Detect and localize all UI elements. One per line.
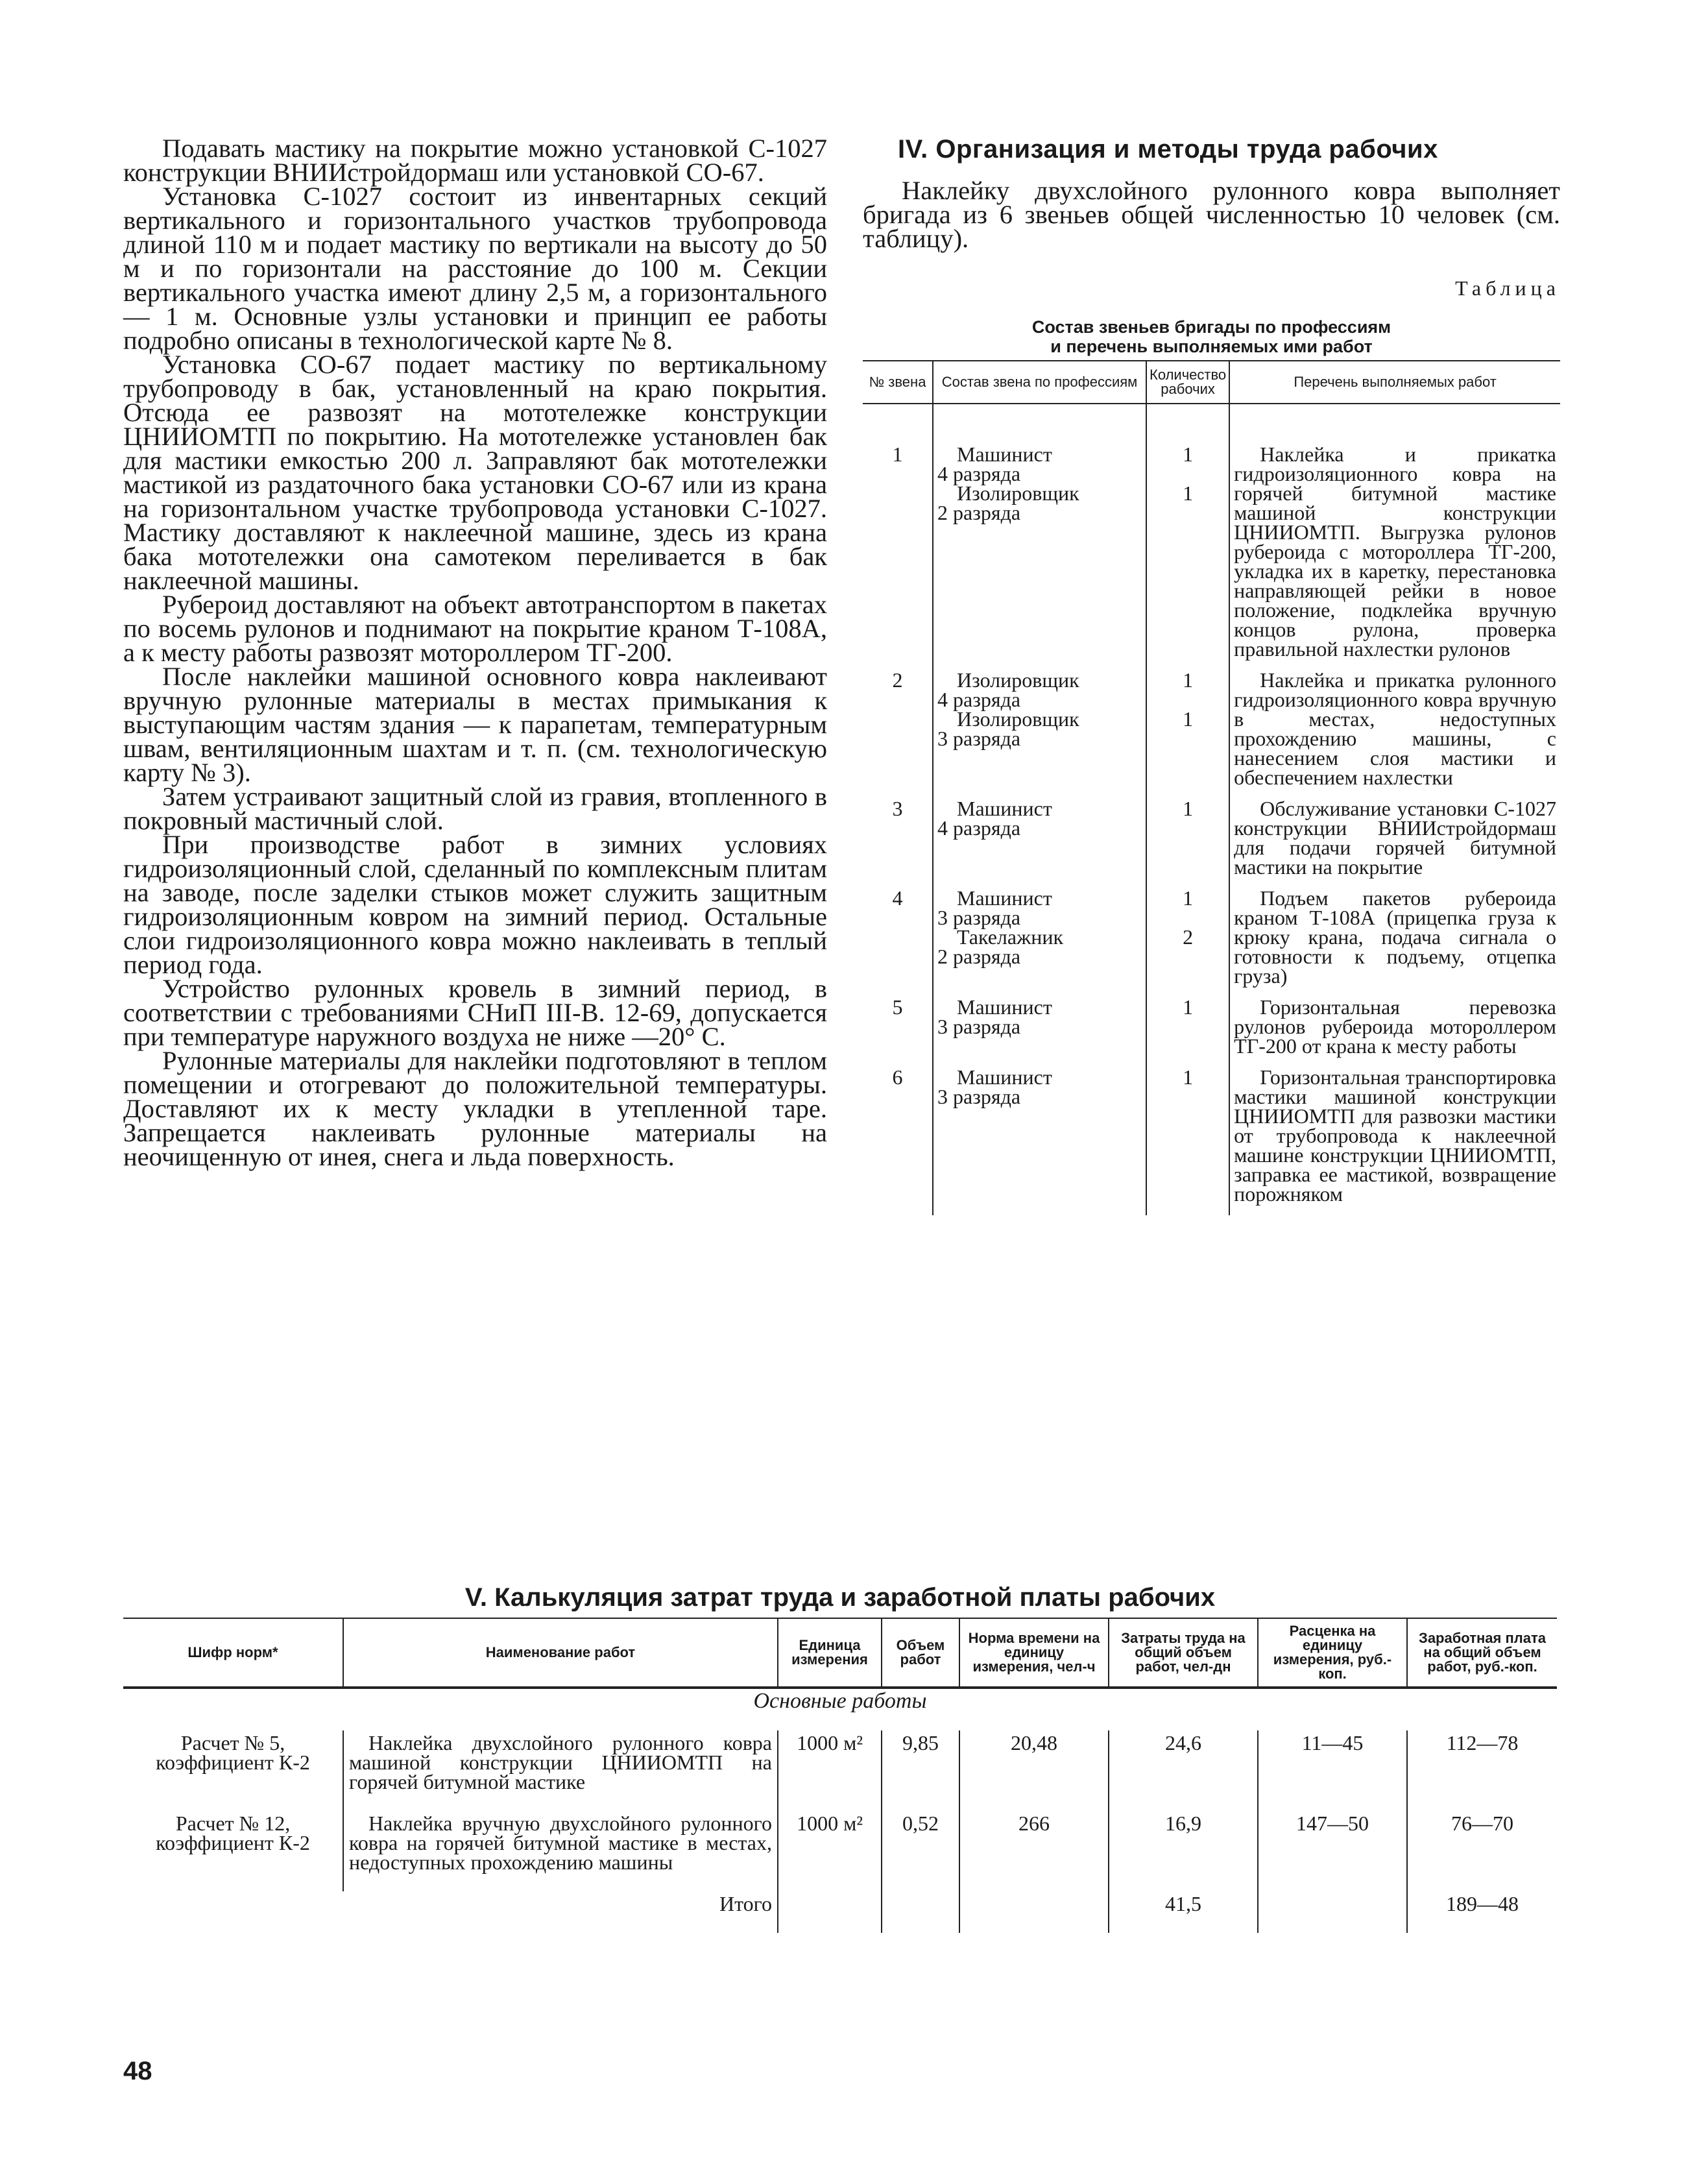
member-profession: Такелажник [957,925,1063,949]
paragraph: После наклейки машиной основного ковра наклеивают вручную рулонные материалы в местах примыкания к выступающим частям здания — к парапетам, температурным швам, вентиляционным шахтам и т. п. (см. технологическую карту № 3). [123,662,827,787]
labor-row [123,1811,1557,1891]
col-header-works: Перечень выполняемых работ [1229,361,1560,404]
crew-works: Наклейка и прикатка гидроизоляционного ковра на горячей битумной мастике машиной конструкции ЦНИИОМТП. Выгрузка рулонов рубероида с мотороллера ТГ-200, укладка их в каретку, перестановка направляющей рейки в новое положение, подклейка вручную концов рулона, проверка правильной нахлестки рулонов [1229,404,1560,670]
col-header-wage: Заработная плата на общий объем работ, руб.-коп. [1407,1618,1557,1688]
total-wage: 189—48 [1407,1891,1557,1933]
col-header-volume: Объем работ [882,1618,959,1688]
section-5-title: V. Калькуляция затрат труда и заработной платы рабочих [464,1583,1216,1612]
paragraph: Установка С-1027 состоит из инвентарных секций вертикального и горизонтального участков трубопровода длиной 110 м и подает мастику по вертикали на высоту до 50 м и по горизонтали на расстояние до 100 м. Секции вертикального участка имеют длину 2,5 м, а горизонтального — 1 м. Основные узлы установки и принцип ее работы подробно описаны в технологической карте № 8. [123,182,827,355]
member-profession: Машинист [957,443,1052,466]
crew-qty [1146,1067,1229,1215]
member-profession: Изолировщик [957,481,1079,505]
member-grade: 2 разряда [937,501,1021,524]
labor-wage: 112—78 [1407,1730,1557,1811]
labor-norm: 266 [959,1811,1109,1891]
member-profession: Изолировщик [957,668,1079,692]
labor-norm: 20,48 [959,1730,1109,1811]
crew-row [863,997,1560,1067]
paragraph: Подавать мастику на покрытие можно установкой С-1027 конструкции ВНИИстройдормаш или установкой СО-67. [123,134,827,187]
right-column [863,135,1560,1215]
crew-composition [933,670,1146,799]
crew-composition [933,799,1146,888]
crew-row [863,404,1560,670]
paragraph: При производстве работ в зимних условиях гидроизоляционный слой, сделанный по комплексным плитам на заводе, после заделки стыков может служить защитным гидроизоляционным ковром на зимний период. Остальные слои гидроизоляционного ковра можно наклеивать в теплый период года. [123,830,827,979]
total-empty [1258,1891,1407,1933]
section-4-title: IV. Организация и методы труда рабочих [898,135,1438,164]
labor-unit: 1000 м² [778,1811,882,1891]
col-header-labor: Затраты труда на общий объем работ, чел-дн [1109,1618,1258,1688]
member-count: 1 [1183,707,1194,731]
crew-qty [1146,404,1229,670]
crew-table [863,360,1560,1215]
paragraph: Установка СО-67 подает мастику по вертикальному трубопроводу в бак, установленный на краю покрытия. Отсюда ее развозят на мототележке конструкции ЦНИИОМТП по покрытию. На мототележке установлен бак для мастики емкостью 200 л. Заправляют бак мототележки мастикой из раздаточного бака установки СО-67 или из крана на горизонтальном участке трубопровода установки С-1027. Мастику доставляют к наклеечной машине, здесь из крана бака мототележки она самотеком переливается в бак наклеечной машины. [123,350,827,595]
col-header-rate: Расценка на единицу измерения, руб.-коп. [1258,1618,1407,1688]
col-header-code: Шифр норм* [123,1618,343,1688]
member-profession: Машинист [957,886,1052,910]
total-row [123,1891,1557,1933]
crew-composition [933,1067,1146,1215]
col-header-composition: Состав звена по профессиям [933,361,1146,404]
member-grade: 4 разряда [937,462,1021,485]
labor-volume: 9,85 [882,1730,959,1811]
member-grade: 4 разряда [937,688,1021,711]
paragraph: Затем устраивают защитный слой из гравия, втопленного в покровный мастичный слой. [123,782,827,835]
crew-num: 5 [892,995,903,1019]
member-grade: 4 разряда [937,816,1021,840]
spacer [1151,503,1225,522]
labor-row [123,1730,1557,1811]
labor-name: Наклейка двухслойного рулонного ковра машиной конструкции ЦНИИОМТП на горячей битумной мастике [343,1730,778,1811]
spacer [1151,1017,1225,1036]
table-caption-line: и перечень выполняемых ими работ [1050,337,1373,356]
crew-composition [933,997,1146,1067]
total-empty [882,1891,959,1933]
labor-labor: 16,9 [1109,1811,1258,1891]
member-profession: Машинист [957,1065,1052,1089]
paragraph: Устройство рулонных кровель в зимний период, в соответствии с требованиями СНиП III-В. 12-69, допускается при температуре наружного воздуха не ниже —20° С. [123,974,827,1051]
crew-num: 6 [892,1065,903,1089]
col-header-name: Наименование работ [343,1618,778,1688]
spacer [1151,818,1225,838]
member-count: 2 [1183,925,1194,949]
total-label: Итого [719,1892,772,1915]
labor-calculation [123,1583,1557,1933]
labor-labor: 24,6 [1109,1730,1258,1811]
section-4-intro: Наклейку двухслойного рулонного ковра выполняет бригада из 6 звеньев общей численностью 10 человек (см. таблицу). [863,176,1560,253]
paragraph: Рубероид доставляют на объект автотранспортом в пакетах по восемь рулонов и поднимают на покрытие краном Т-108А, а к месту работы развозят мотороллером ТГ-200. [123,590,827,667]
member-grade: 2 разряда [937,945,1021,968]
labor-name: Наклейка вручную двухслойного рулонного ковра на горячей битумной мастике в местах, недоступных прохождению машины [343,1811,778,1891]
col-header-norm: Норма времени на единицу измерения, чел-ч [959,1618,1109,1688]
table-caption-line: Состав звеньев бригады по профессиям [1031,317,1391,337]
member-count: 1 [1183,481,1194,505]
crew-works: Горизонтальная перевозка рулонов рубероида мотороллером ТГ-200 от крана к месту работы [1229,997,1560,1067]
crew-works: Наклейка и прикатка рулонного гидроизоляционного ковра вручную в местах, недоступных прохождению машины, с нанесением слоя мастики и обеспечением нахлестки [1229,670,1560,799]
col-header-unit: Единица измерения [778,1618,882,1688]
spacer [1151,947,1225,966]
crew-qty [1146,888,1229,997]
crew-works: Обслуживание установки С-1027 конструкции ВНИИстройдормаш для подачи горячей битумной мастики на покрытие [1229,799,1560,888]
crew-num: 3 [892,797,903,820]
spacer [1151,1087,1225,1106]
crew-row [863,888,1560,997]
member-count: 1 [1183,886,1194,910]
member-profession: Изолировщик [957,707,1079,731]
member-count: 1 [1183,995,1194,1019]
member-grade: 3 разряда [937,1085,1021,1108]
spacer [1151,908,1225,927]
spacer [1151,690,1225,709]
labor-rate: 11—45 [1258,1730,1407,1811]
crew-qty [1146,799,1229,888]
crew-row [863,799,1560,888]
labor-volume: 0,52 [882,1811,959,1891]
crew-num: 2 [892,668,903,692]
col-header-qty: Количество рабочих [1146,361,1229,404]
crew-composition [933,404,1146,670]
labor-table [123,1618,1557,1933]
crew-qty [1146,670,1229,799]
member-count: 1 [1183,668,1194,692]
crew-composition [933,888,1146,997]
member-grade: 3 разряда [937,1015,1021,1038]
crew-works: Подъем пакетов рубероида краном Т-108А (прицепка груза к крюку крана, подача сигнала о готовности к подъему, отцепка груза) [1229,888,1560,997]
crew-row [863,670,1560,799]
crew-num: 1 [892,443,903,466]
member-profession: Машинист [957,797,1052,820]
table-caption [863,317,1560,356]
member-grade: 3 разряда [937,906,1021,929]
page-number: 48 [123,2057,152,2085]
spacer [1151,729,1225,748]
labor-code: Расчет № 12, коэффициент К-2 [156,1812,310,1854]
crew-qty [1146,997,1229,1067]
group-row [123,1688,1557,1730]
group-label: Основные работы [753,1689,927,1713]
labor-rate: 147—50 [1258,1811,1407,1891]
crew-row [863,1067,1560,1215]
labor-wage: 76—70 [1407,1811,1557,1891]
total-empty [959,1891,1109,1933]
left-column-text [123,136,827,1169]
member-count: 1 [1183,443,1194,466]
total-labor: 41,5 [1109,1891,1258,1933]
member-profession: Машинист [957,995,1052,1019]
member-grade: 3 разряда [937,727,1021,750]
total-empty [778,1891,882,1933]
member-count: 1 [1183,797,1194,820]
labor-code: Расчет № 5, коэффициент К-2 [156,1731,310,1774]
spacer [1151,464,1225,483]
paragraph: Рулонные материалы для наклейки подготовляют в теплом помещении и отогревают до положительной температуры. Доставляют их к месту укладки в утепленной таре. Запрещается наклеивать рулонные материалы на неочищенную от инея, снега и льда поверхность. [123,1046,827,1171]
table-label: Таблица [1455,276,1560,300]
crew-works: Горизонтальная транспортировка мастики машиной конструкции ЦНИИОМТП для развозки мастики от трубопровода к наклеечной машине конструкции ЦНИИОМТП, заправка ее мастикой, возвращение порожняком [1229,1067,1560,1215]
member-count: 1 [1183,1065,1194,1089]
labor-unit: 1000 м² [778,1730,882,1811]
col-header-num: № звена [863,361,933,404]
crew-num: 4 [892,886,903,910]
